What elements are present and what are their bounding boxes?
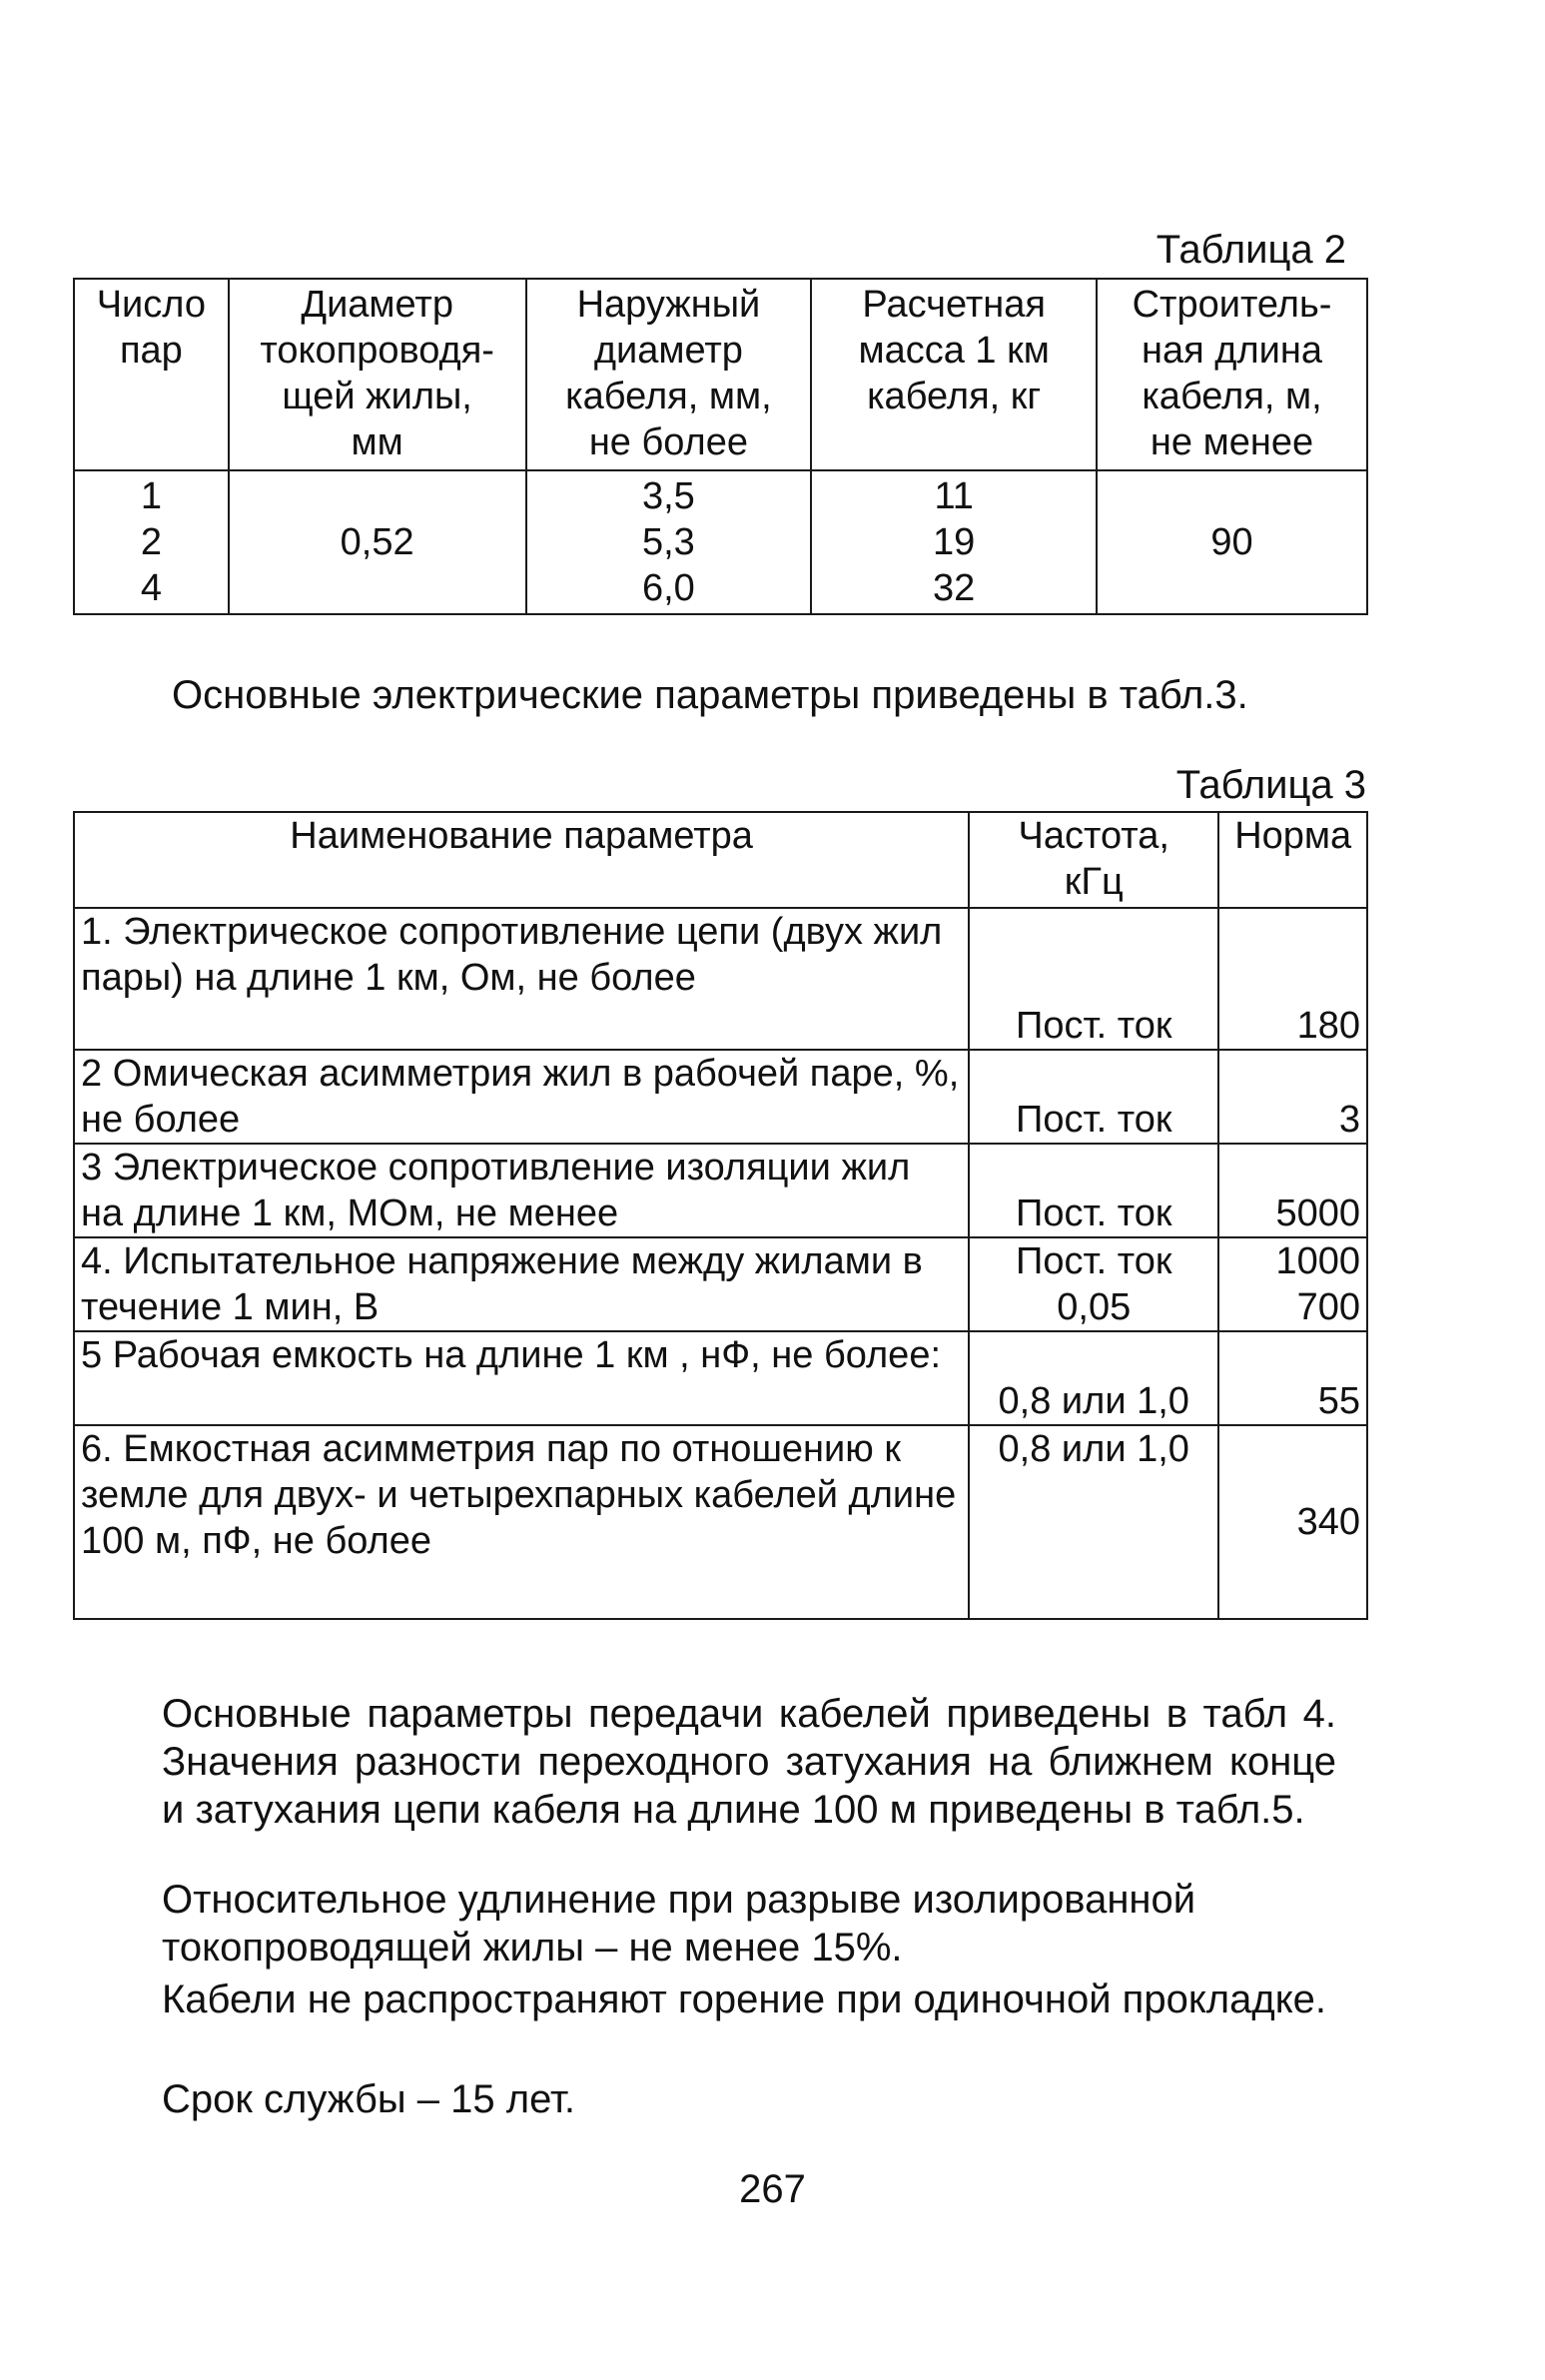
param-frequency: Пост. ток: [969, 1144, 1218, 1237]
table3-header-norm: Норма: [1218, 812, 1367, 908]
table-row: [74, 1237, 1367, 1331]
param-frequency: Пост. ток 0,05: [969, 1237, 1218, 1331]
table-row: [74, 1050, 1367, 1144]
table-row: [74, 1144, 1367, 1237]
transmission-paragraph: Основные параметры передачи кабелей приведены в табл 4. Значения разности переходного затухания на ближнем конце и затухания цепи кабеля на длине 100 м приведены в табл.5.: [162, 1692, 1336, 1832]
table2-header-mass: Расчетная масса 1 км кабеля, кг: [811, 279, 1097, 470]
param-norm: 3: [1218, 1050, 1367, 1144]
table2-header-row: [74, 279, 1367, 470]
table2-header-outer-diameter: Наружный диаметр кабеля, мм, не более: [526, 279, 812, 470]
table2-data-row: [74, 470, 1367, 614]
param-norm: 1000 700: [1218, 1237, 1367, 1331]
param-norm: 340: [1218, 1425, 1367, 1619]
table3-header-frequency: Частота, кГц: [969, 812, 1218, 908]
param-name: 5 Рабочая емкость на длине 1 км , нФ, не более:: [74, 1331, 969, 1425]
page-number: 267: [739, 2167, 806, 2211]
param-name: 1. Электрическое сопротивление цепи (двух жил пары) на длине 1 км, Ом, не более: [74, 908, 969, 1050]
intro-paragraph: Основные электрические параметры приведены в табл.3.: [172, 673, 1248, 717]
param-frequency: Пост. ток: [969, 908, 1218, 1050]
table2-header-length: Строитель- ная длина кабеля, м, не менее: [1097, 279, 1367, 470]
param-name: 6. Емкостная асимметрия пар по отношению к земле для двух- и четырехпарных кабелей длине 100 м, пФ, не более: [74, 1425, 969, 1619]
table2-header-pairs: Число пар: [74, 279, 229, 470]
param-norm: 55: [1218, 1331, 1367, 1425]
table2-outer-diameter-cell: 3,5 5,3 6,0: [526, 470, 812, 614]
param-norm: 180: [1218, 908, 1367, 1050]
table2-mass-cell: 11 19 32: [811, 470, 1097, 614]
table2-length-cell: 90: [1097, 470, 1367, 614]
table2-pairs-cell: 1 2 4: [74, 470, 229, 614]
table2: [73, 278, 1368, 615]
param-frequency: 0,8 или 1,0: [969, 1425, 1218, 1619]
table2-header-conductor-diameter: Диаметр токопроводя- щей жилы, мм: [229, 279, 526, 470]
table3: [73, 811, 1368, 1620]
table3-header-row: [74, 812, 1367, 908]
table3-header-name: Наименование параметра: [74, 812, 969, 908]
table-row: [74, 1331, 1367, 1425]
table2-conductor-diameter-cell: 0,52: [229, 470, 526, 614]
param-name: 3 Электрическое сопротивление изоляции жил на длине 1 км, МОм, не менее: [74, 1144, 969, 1237]
param-norm: 5000: [1218, 1144, 1367, 1237]
elongation-paragraph: Относительное удлинение при разрыве изолированной токопроводящей жилы – не менее 15%.: [162, 1878, 1196, 1970]
burn-paragraph: Кабели не распространяют горение при одиночной прокладке.: [162, 1978, 1327, 2021]
service-paragraph: Срок службы – 15 лет.: [162, 2077, 575, 2121]
param-name: 2 Омическая асимметрия жил в рабочей паре, %, не более: [74, 1050, 969, 1144]
param-frequency: Пост. ток: [969, 1050, 1218, 1144]
param-frequency: 0,8 или 1,0: [969, 1331, 1218, 1425]
table-row: [74, 908, 1367, 1050]
table-row: [74, 1425, 1367, 1619]
table2-caption: Таблица 2: [1156, 228, 1346, 272]
param-name: 4. Испытательное напряжение между жилами в течение 1 мин, В: [74, 1237, 969, 1331]
table3-caption: Таблица 3: [1175, 763, 1366, 807]
